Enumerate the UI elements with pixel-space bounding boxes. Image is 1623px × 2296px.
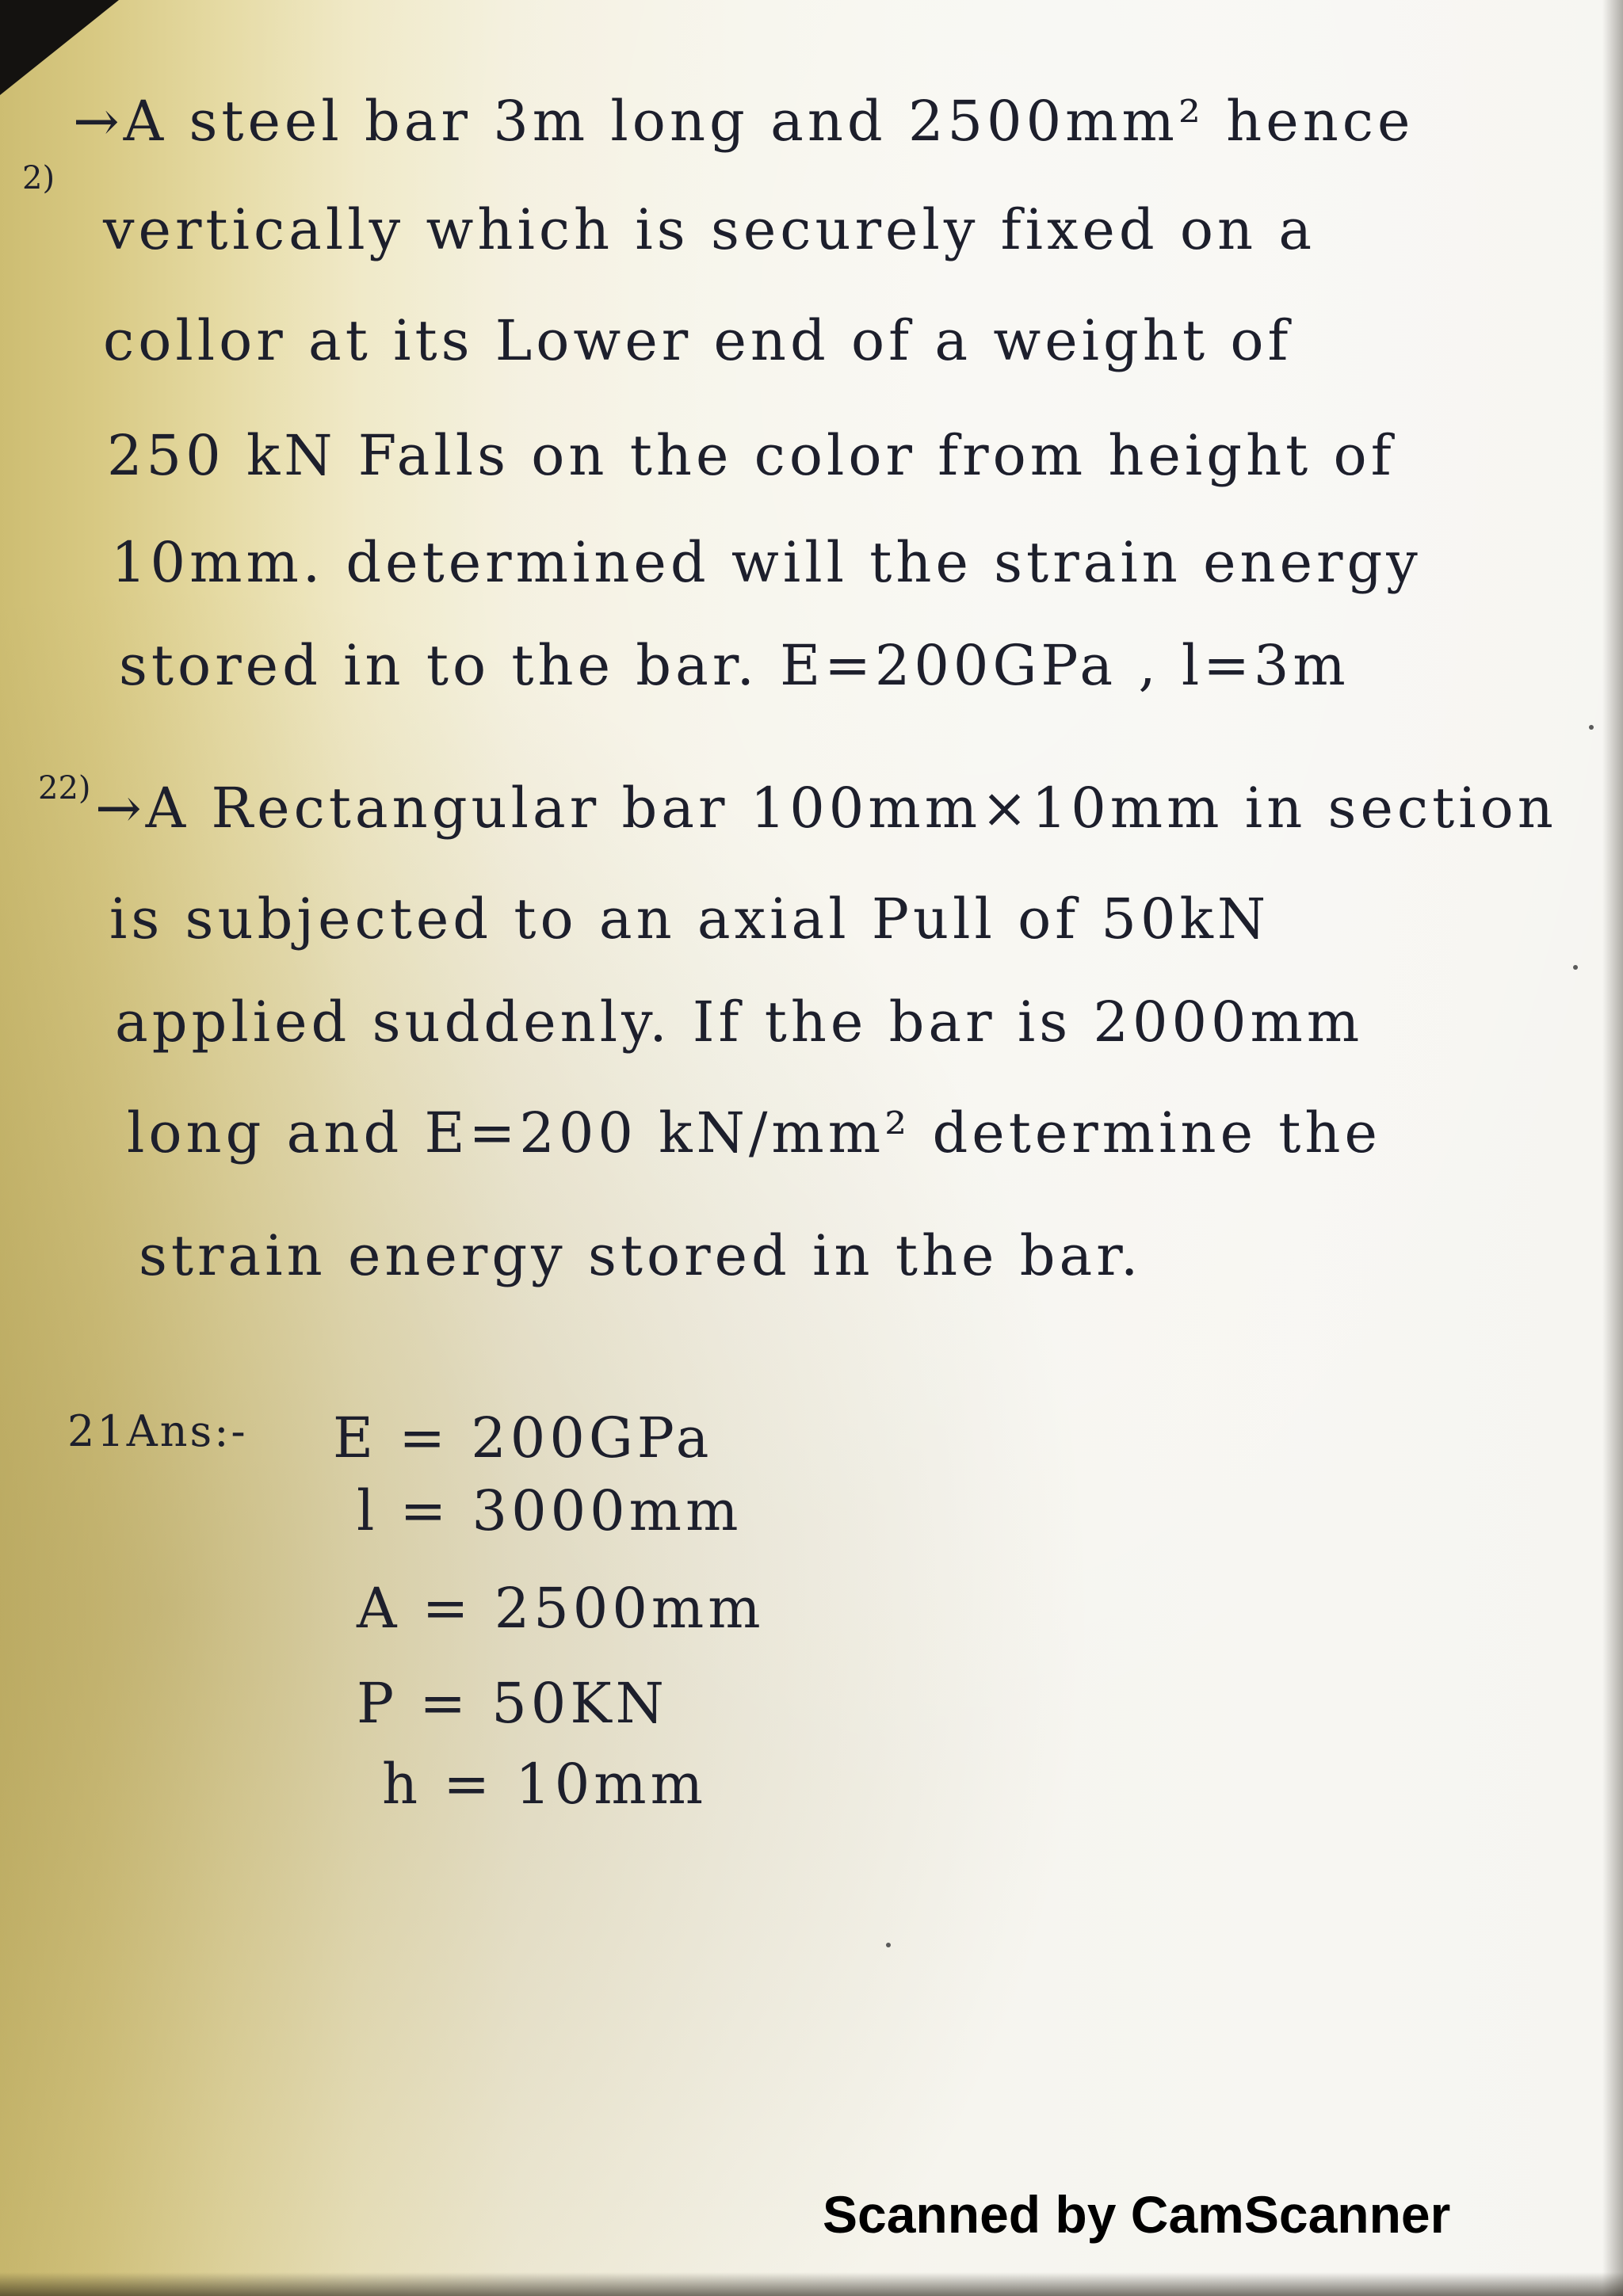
page-right-edge — [1602, 0, 1623, 2296]
question-22-number: 22) — [38, 770, 91, 807]
answer-line-5: h = 10mm — [382, 1752, 708, 1817]
question-21-number: 2) — [22, 160, 55, 196]
camscanner-watermark: Scanned by CamScanner — [823, 2185, 1451, 2244]
question-22-line-4: long and E=200 kN/mm² determine the — [127, 1100, 1381, 1165]
question-22-line-3: applied suddenly. If the bar is 2000mm — [115, 990, 1364, 1055]
question-21-line-1: →A steel bar 3m long and 2500mm² hence — [73, 89, 1415, 154]
question-21-line-4: 250 kN Falls on the color from height of — [107, 423, 1396, 488]
answer-line-1: E = 200GPa — [333, 1405, 713, 1470]
question-21-line-5: 10mm. determined will the strain energy — [111, 530, 1422, 595]
answer-line-2: l = 3000mm — [357, 1478, 743, 1543]
scan-speck — [1573, 965, 1578, 970]
answer-line-3: A = 2500mm — [357, 1576, 765, 1641]
question-22-line-1: →A Rectangular bar 100mm×10mm in section — [95, 776, 1557, 841]
answer-line-4: P = 50KN — [357, 1671, 668, 1736]
scan-speck — [1589, 725, 1594, 730]
answer-label: 21Ans:- — [67, 1406, 248, 1456]
page-corner-shadow — [0, 0, 119, 95]
question-21-line-3: collor at its Lower end of a weight of — [103, 308, 1293, 373]
question-21-line-2: vertically which is securely fixed on a — [103, 197, 1316, 262]
question-21-line-6: stored in to the bar. E=200GPa , l=3m — [119, 633, 1350, 698]
question-22-line-5: strain energy stored in the bar. — [139, 1223, 1143, 1288]
scan-speck — [886, 1943, 891, 1947]
page-bottom-edge — [0, 2272, 1623, 2296]
question-22-line-2: is subjected to an axial Pull of 50kN — [109, 887, 1270, 952]
